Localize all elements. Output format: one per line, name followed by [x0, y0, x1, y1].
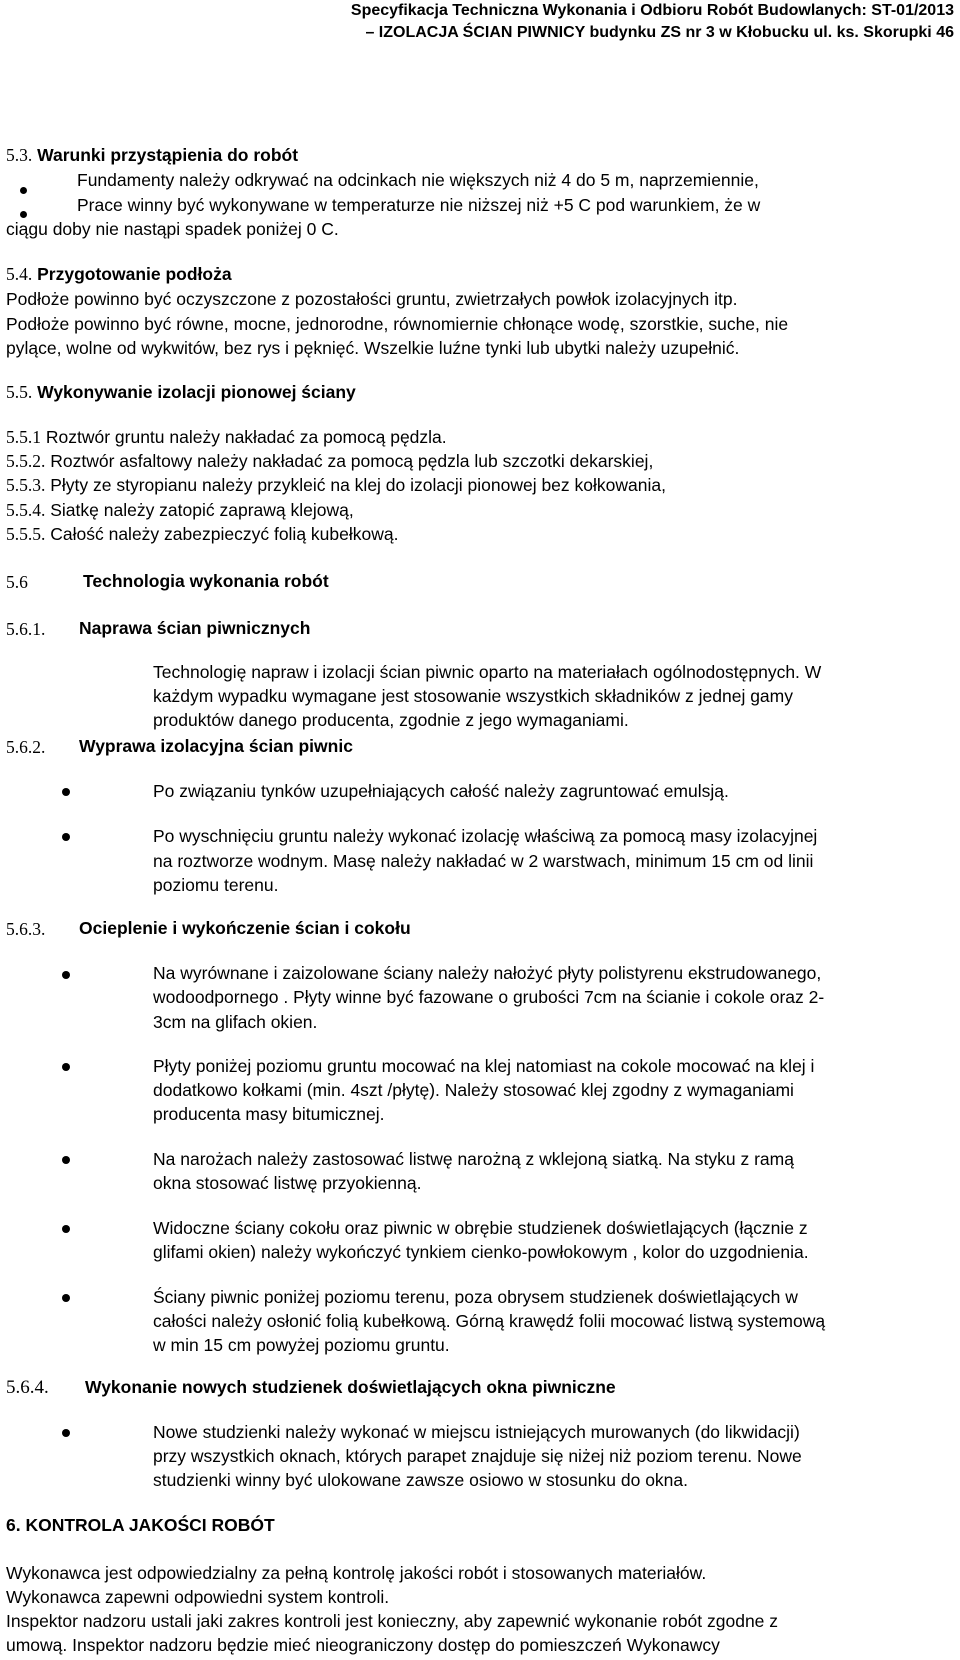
item-text: Siatkę należy zatopić zaprawą klejową, — [45, 500, 354, 520]
list-item: Na narożach należy zastosować listwę narożną z wklejoną siatką. Na styku z ramą — [153, 1149, 794, 1169]
item-text: Roztwór asfaltowy należy nakładać za pomocą pędzla lub szczotki dekarskiej, — [45, 451, 654, 471]
section-5-4-heading — [6, 262, 232, 287]
section-6-heading: 6. KONTROLA JAKOŚCI ROBÓT — [6, 1515, 275, 1535]
section-number: 5.6.1. — [6, 619, 46, 639]
item-text: Płyty ze styropianu należy przykleić na klej do izolacji pionowej bez kołkowania, — [45, 475, 666, 495]
item-number: 5.5.2. — [6, 451, 46, 471]
section-5-3-heading — [6, 143, 298, 168]
paragraph: Inspektor nadzoru ustali jaki zakres kontroli jest konieczny, aby zapewnić wykonanie robót zgodne z — [6, 1611, 779, 1631]
item-number: 5.5.5. — [6, 524, 46, 544]
section-title: Ocieplenie i wykończenie ścian i cokołu — [79, 918, 411, 938]
list-item: okna stosować listwę przyokienną. — [153, 1173, 422, 1193]
header-line-2: – IZOLACJA ŚCIAN PIWNICY budynku ZS nr 3 w Kłobucku ul. ks. Skorupki 46 — [365, 24, 954, 41]
paragraph: Wykonawca jest odpowiedzialny za pełną kontrolę jakości robót i stosowanych materiałów. — [6, 1563, 707, 1583]
bullet-icon — [62, 1225, 70, 1233]
numbered-item — [6, 473, 666, 498]
bullet-icon — [62, 1429, 70, 1437]
item-number: 5.5.4. — [6, 500, 46, 520]
section-title: Przygotowanie podłoża — [37, 264, 232, 284]
paragraph: Podłoże powinno być równe, mocne, jednorodne, równomiernie chłonące wodę, szorstkie, suche, nie — [6, 314, 789, 334]
numbered-item — [6, 425, 447, 450]
bullet-icon — [62, 971, 70, 979]
item-text: Całość należy zabezpieczyć folią kubełkową. — [45, 524, 399, 544]
bullet-icon — [62, 1294, 70, 1302]
section-number: 5.6.4. — [6, 1377, 49, 1398]
list-item: studzienki winny być ulokowane zawsze osiowo w stosunku do okna. — [153, 1470, 689, 1490]
section-number: 5.4. — [6, 264, 33, 284]
list-item: Płyty poniżej poziomu gruntu mocować na klej natomiast na cokole mocować na klej i — [153, 1056, 815, 1076]
paragraph: Podłoże powinno być oczyszczone z pozostałości gruntu, zwietrzałych powłok izolacyjnych itp. — [6, 289, 738, 309]
header-line-1: Specyfikacja Techniczna Wykonania i Odbioru Robót Budowlanych: ST-01/2013 — [350, 2, 954, 19]
section-title: Wykonywanie izolacji pionowej ściany — [37, 382, 356, 402]
numbered-item — [6, 449, 653, 474]
section-number: 5.6.3. — [6, 919, 46, 939]
list-item: Ściany piwnic poniżej poziomu terenu, poza obrysem studzienek doświetlających w — [153, 1287, 798, 1307]
list-item: glifami okien) należy wykończyć tynkiem cienko-powłokowym , kolor do uzgodnienia. — [153, 1242, 809, 1262]
numbered-item — [6, 498, 354, 523]
item-text: Roztwór gruntu należy nakładać za pomocą pędzla. — [41, 427, 447, 447]
bullet-icon — [20, 187, 27, 194]
item-number: 5.5.1 — [6, 427, 41, 447]
list-item: w min 15 cm powyżej poziomu gruntu. — [153, 1335, 450, 1355]
list-item: wodoodpornego . Płyty winne być fazowane o grubości 7cm na ścianie i cokole oraz 2- — [153, 987, 825, 1007]
list-item: Nowe studzienki należy wykonać w miejscu istniejących murowanych (do likwidacji) — [153, 1422, 800, 1442]
list-item: Prace winny być wykonywane w temperaturze nie niższej niż +5 C pod warunkiem, że w — [77, 195, 761, 215]
section-title: Naprawa ścian piwnicznych — [79, 618, 311, 638]
list-item: dodatkowo kołkami (min. 4szt /płytę). Należy stosować klej zgodny z wymaganiami — [153, 1080, 794, 1100]
list-item: poziomu terenu. — [153, 875, 279, 895]
list-item: przy wszystkich oknach, których parapet znajduje się niżej niż poziom terenu. Nowe — [153, 1446, 802, 1466]
section-number: 5.5. — [6, 382, 33, 402]
section-number: 5.3. — [6, 145, 33, 165]
section-number: 5.6.2. — [6, 737, 46, 757]
section-title: Technologia wykonania robót — [83, 571, 329, 591]
list-item: Fundamenty należy odkrywać na odcinkach nie większych niż 4 do 5 m, naprzemiennie, — [77, 170, 759, 190]
paragraph: umową. Inspektor nadzoru będzie mieć nieograniczony dostęp do pomieszczeń Wykonawcy — [6, 1635, 720, 1655]
section-5-5-heading — [6, 380, 356, 405]
section-title: Wykonanie nowych studzienek doświetlających okna piwniczne — [85, 1377, 616, 1397]
paragraph: Wykonawca zapewni odpowiedni system kontroli. — [6, 1587, 390, 1607]
bullet-icon — [62, 1063, 70, 1071]
list-item: 3cm na glifach okien. — [153, 1012, 318, 1032]
list-item: całości należy osłonić folią kubełkową. Górną krawędź folii mocować listwą systemową — [153, 1311, 826, 1331]
section-title: Wyprawa izolacyjna ścian piwnic — [79, 736, 353, 756]
paragraph: produktów danego producenta, zgodnie z jego wymaganiami. — [153, 710, 629, 730]
list-item: na roztworze wodnym. Masę należy nakładać w 2 warstwach, minimum 15 cm od linii — [153, 851, 814, 871]
bullet-icon — [62, 833, 70, 841]
list-item-continuation: ciągu doby nie nastąpi spadek poniżej 0 C. — [6, 219, 339, 239]
numbered-item — [6, 522, 398, 547]
list-item: Widoczne ściany cokołu oraz piwnic w obrębie studzienek doświetlających (łącznie z — [153, 1218, 808, 1238]
section-title: Warunki przystąpienia do robót — [37, 145, 299, 165]
list-item: Po wyschnięciu gruntu należy wykonać izolację właściwą za pomocą masy izolacyjnej — [153, 826, 818, 846]
page-header — [351, 0, 954, 44]
section-number: 5.6 — [6, 572, 28, 592]
bullet-icon — [62, 1156, 70, 1164]
item-number: 5.5.3. — [6, 475, 46, 495]
list-item: Po związaniu tynków uzupełniających całość należy zagruntować emulsją. — [153, 781, 729, 801]
paragraph: pylące, wolne od wykwitów, bez rys i pęknięć. Wszelkie luźne tynki lub ubytki należy uzupełnić. — [6, 338, 740, 358]
paragraph: Technologię napraw i izolacji ścian piwnic oparto na materiałach ogólnodostępnych. W — [153, 662, 822, 682]
paragraph: każdym wypadku wymagane jest stosowanie wszystkich składników z jednej gamy — [153, 686, 793, 706]
list-item: producenta masy bitumicznej. — [153, 1104, 385, 1124]
list-item: Na wyrównane i zaizolowane ściany należy nałożyć płyty polistyrenu ekstrudowanego, — [153, 963, 822, 983]
bullet-icon — [62, 788, 70, 796]
